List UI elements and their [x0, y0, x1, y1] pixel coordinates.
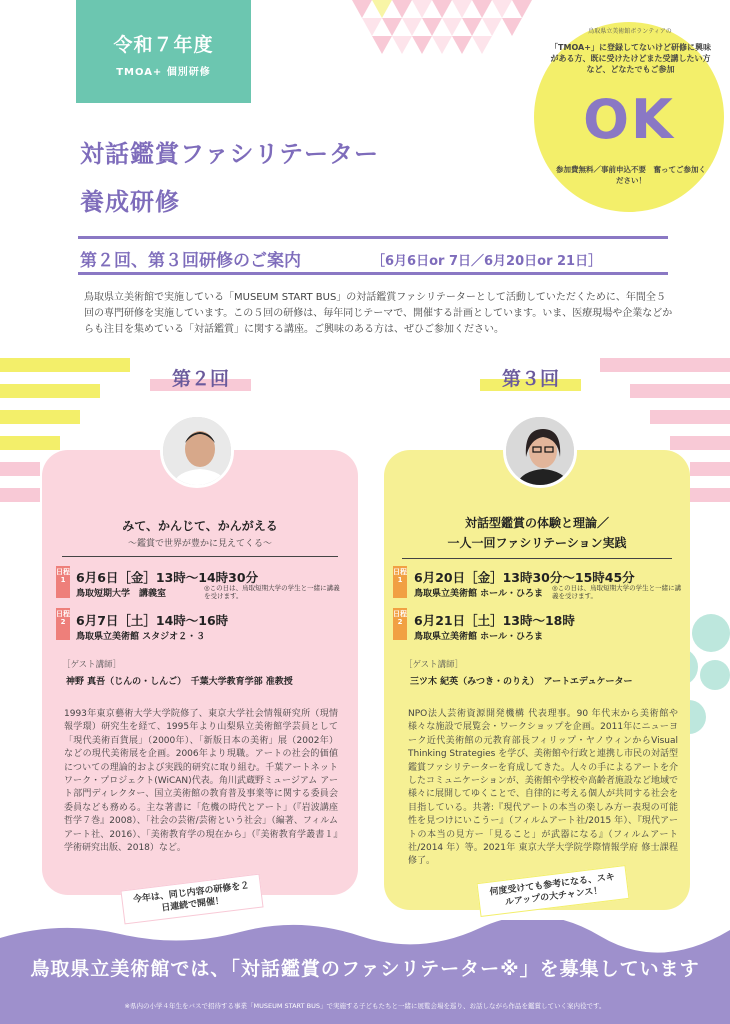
decor-stripe	[600, 358, 730, 372]
guest-bio: 1993年東京藝術大学大学院修了、東京大学社会情報研究所（現情報学環）研究生を経て、1995年より山梨県立美術館学芸員として「現代美術百貨展」（2000年）、「新版日本の美術」展（2002年）などの現代美術展を企画。2006年より現職。アートの社会的価値についての理論的および実践的研究に取り組む。千葉アートネットワーク・プロジェクト(WiCAN)代表。角川武蔵野ミュージアム アート部門ディレクター、国立美術館の教育普及事業等に関する委員会委員なども務める。主な著書に「危機の時代とアート」（『岩波講座 哲学７巻』2008）、「社会の芸術/芸術という社会」（編著、フィルムアート社、2016）、「美術教育学の現在から」（『美術教育学叢書１』学術研究出版、2018）など。	[64, 709, 338, 854]
program-label: TMOA+ 個別研修	[116, 67, 211, 78]
day-badge-1: 日程1	[393, 566, 407, 598]
session3-day1-venue: 鳥取県立美術館 ホール・ひろま	[414, 589, 543, 599]
ok-badge-lead: 「TMOA+」に登録してないけど研修に興味がある方、既に受けたけどまた受講したい方など、どなたでもご参加	[550, 43, 711, 74]
page-title-line1: 対話鑑賞ファシリテーター	[80, 140, 380, 168]
session3-label: 第３回	[480, 364, 581, 391]
session3-day2-venue: 鳥取県立美術館 ホール・ひろま	[414, 632, 543, 642]
ok-badge-tag: 鳥取県立美術館ボランティアの	[588, 28, 672, 35]
session2-day1-date: 6月6日［金］13時〜14時30分	[76, 570, 259, 585]
intro-paragraph: 鳥取県立美術館で実施している「MUSEUM START BUS」の対話鑑賞ファシリテーターとして活動していただくために、年間全５回の専門研修を実施しています。この５回の研修は、毎年同じテーマで、開催する計画としています。いま、医療現場や企業などからも注目を集めている「対話鑑賞」に関する講座。ご興味のある方は、ぜひご参加ください。	[84, 292, 673, 335]
guest-bio: NPO法人芸術資源開発機構 代表理事。90 年代末から美術館や様々な施設で展覧会・ワークショップを企画。2011年にニューヨーク近代美術館の元教育部長フィリップ・ヤノウィンからVisual Thinking Strategies を学び、美術館や行政と連携し市民の対話型鑑賞ファシリテーターを育成してきた。人々の手によるアートを介したコミュニケーションが、美術館や学校や高齢者施設など地域で様々に展開してゆくことで、自律的に考える個人が共同する社会を目指している。共著:『現代アートの本当の楽しみ方ー表現の可能性を見つけにいこうー』（フィルムアート社/2015 年）、『現代アートの本当の見方ー「見ること」が武器になる』（フィルムアート社/2014 年）等。2021年 東京大学大学院学際情報学府 修士課程修了。	[408, 709, 678, 867]
decor-stripe	[0, 436, 60, 450]
lecturer-photo-mitsuki	[503, 414, 577, 488]
session3-day1-date: 6月20日［金］13時30分〜15時45分	[414, 570, 635, 585]
day-badge-1: 日程1	[56, 566, 70, 598]
session2-title: みて、かんじて、かんがえる	[122, 519, 278, 533]
divider	[78, 236, 668, 239]
ok-badge-big-text: OK	[583, 88, 675, 151]
divider	[62, 556, 338, 557]
decor-dot	[692, 614, 730, 652]
decor-stripe	[630, 384, 730, 398]
decor-stripe	[0, 410, 80, 424]
session-heading: 第２回、第３回研修のご案内	[80, 251, 301, 271]
session3-day1-note: ◎この日は、鳥取短期大学の学生と一緒に講義を受けます。	[552, 584, 682, 600]
recruit-title: 鳥取県立美術館では、「対話鑑賞のファシリテーター※」を募集しています	[30, 958, 700, 980]
guest-name: 三ツ木 紀英（みつき・のりえ） アートエデュケーター	[410, 677, 633, 687]
session3-title: 対話型鑑賞の体験と理論／	[464, 516, 609, 530]
session2-day1-note: ◎この日は、鳥取短期大学の学生と一緒に講義を受けます。	[204, 584, 340, 600]
callout-bubble: 何度受けても参考になる、スキルアップの大チャンス！	[476, 865, 629, 917]
session2-subtitle: 〜鑑賞で世界が豊かに見えてくる〜	[127, 539, 272, 549]
session3-day2-date: 6月21日［土］13時〜18時	[414, 613, 575, 628]
decor-stripe	[670, 436, 730, 450]
guest-label: ［ゲスト講師］	[62, 660, 122, 670]
decor-stripe	[690, 462, 730, 476]
session2-label: 第２回	[150, 364, 251, 391]
recruit-note: ※県内の小学４年生をバスで招待する事業「MUSEUM START BUS」で実施する子どもたちと一緒に展覧会場を巡り、お話しながら作品を鑑賞していく案内役です。	[124, 1002, 606, 1010]
day-badge-2: 日程2	[393, 608, 407, 640]
decor-stripe	[0, 462, 40, 476]
session3-title-line2: 一人一回ファシリテーション実践	[447, 536, 627, 550]
ok-badge-foot: 参加費無料／事前申込不要 奮ってご参加ください！	[556, 165, 706, 185]
triangle-pattern	[352, 0, 552, 60]
session-dates: ［6月6日or 7日／6月20日or 21日］	[372, 254, 602, 269]
decor-stripe	[650, 410, 730, 424]
callout-bubble: 今年は、同じ内容の研修を２日連続で開催！	[120, 874, 263, 925]
session2-day2-venue: 鳥取県立美術館 スタジオ２・３	[76, 632, 206, 642]
session2-day1-venue: 鳥取短期大学 講義室	[76, 589, 167, 599]
divider	[78, 272, 668, 275]
day-badge-2: 日程2	[56, 608, 70, 640]
year-box	[76, 0, 251, 103]
session2-day2-date: 6月7日［土］14時〜16時	[76, 613, 229, 628]
decor-stripe	[0, 358, 130, 372]
divider	[402, 558, 672, 559]
page-title-line2: 養成研修	[80, 188, 180, 216]
year-label: 令和７年度	[113, 34, 214, 56]
decor-stripe	[0, 488, 40, 502]
decor-dot	[700, 660, 730, 690]
guest-label: ［ゲスト講師］	[404, 660, 464, 670]
guest-name: 神野 真吾（じんの・しんご） 千葉大学教育学部 准教授	[66, 677, 293, 687]
decor-stripe	[690, 488, 730, 502]
lecturer-photo-jinno	[160, 414, 234, 488]
decor-stripe	[0, 384, 100, 398]
